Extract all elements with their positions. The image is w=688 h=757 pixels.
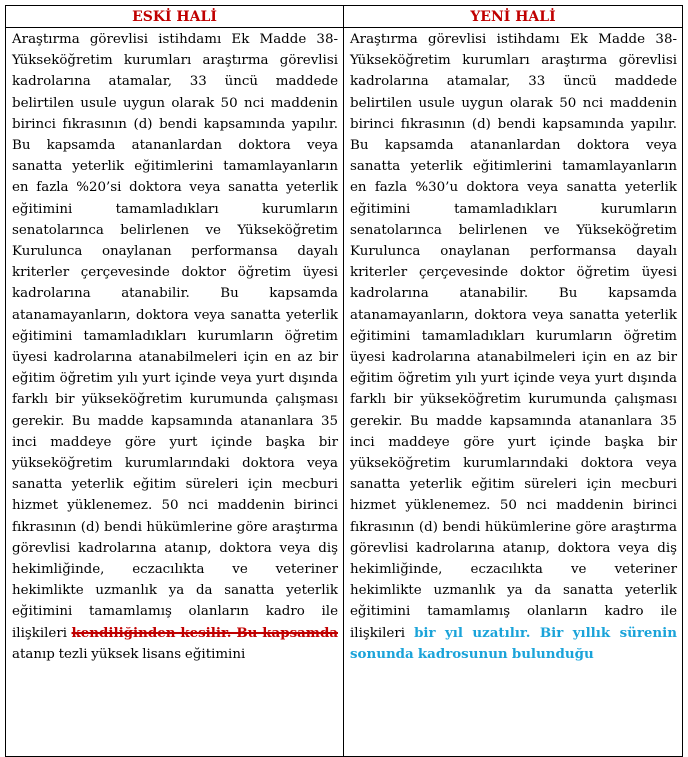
new-version-cell [344,28,683,757]
deleted-text: kendiliğinden kesilir. Bu kapsamda [71,624,338,641]
new-text-before: Araştırma görevlisi istihdamı Ek Madde 38- Yükseköğretim kurumları araştırma görevlisi kadrolarına atamalar, 33 üncü maddede belirtilen usule uygun olarak 50 nci maddenin birinci fıkrasının (d) bendi kapsamında yapılır. Bu kapsamda atananlardan doktora veya sanatta yeterlik eğitimlerini tamamlayanların en fazla %30’u doktora veya sanatta yeterlik eğitimini tamamladıkları kurumların senatolarınca belirlenen ve Yükseköğretim Kurulunca onaylanan performansa dayalı kriterler çerçevesinde doktor öğretim üyesi kadrolarına atanabilir. Bu kapsamda atanamayanların, doktora veya sanatta yeterlik eğitimini tamamladıkları kurumların öğretim üyesi kadrolarına atanabilmeleri için en az bir eğitim öğretim yılı yurt içinde veya yurt dışında farklı bir yükseköğretim kurumunda çalışması gerekir. Bu madde kapsamında atananlara 35 inci maddeye göre yurt içinde başka bir yükseköğretim kurumlarındaki doktora veya sanatta yeterlik eğitim süreleri için mecburi hizmet yüklenemez. 50 nci maddenin birinci fıkrasının (d) bendi hükümlerine göre araştırma görevlisi kadrolarına atanıp, doktora veya diş hekimliğinde, eczacılıkta ve veteriner hekimlikte uzmanlık ya da sanatta yeterlik eğitimini tamamlamış olanların kadro ile ilişkileri [350,32,677,641]
old-text-before: Araştırma görevlisi istihdamı Ek Madde 38- Yükseköğretim kurumları araştırma görevlisi kadrolarına atamalar, 33 üncü maddede belirtilen usule uygun olarak 50 nci maddenin birinci fıkrasının (d) bendi kapsamında yapılır. Bu kapsamda atananlardan doktora veya sanatta yeterlik eğitimlerini tamamlayanların en fazla %20’si doktora veya sanatta yeterlik eğitimini tamamladıkları kurumların senatolarınca belirlenen ve Yükseköğretim Kurulunca onaylanan performansa dayalı kriterler çerçevesinde doktor öğretim üyesi kadrolarına atanabilir. Bu kapsamda atanamayanların, doktora veya sanatta yeterlik eğitimini tamamladıkları kurumların öğretim üyesi kadrolarına atanabilmeleri için en az bir eğitim öğretim yılı yurt içinde veya yurt dışında farklı bir yükseköğretim kurumunda çalışması gerekir. Bu madde kapsamında atananlara 35 inci maddeye göre yurt içinde başka bir yükseköğretim kurumlarındaki doktora veya sanatta yeterlik eğitim süreleri için mecburi hizmet yüklenemez. 50 nci maddenin birinci fıkrasının (d) bendi hükümlerine göre araştırma görevlisi kadrolarına atanıp, doktora veya diş hekimliğinde, eczacılıkta ve veteriner hekimlikte uzmanlık ya da sanatta yeterlik eğitimini tamamlamış olanların kadro ile ilişkileri [12,32,338,641]
old-text-after: atanıp tezli yüksek lisans eğitimini [12,646,246,662]
content-row [6,28,683,757]
old-version-text [6,28,343,665]
old-version-header: ESKİ HALİ [6,6,344,28]
comparison-table [5,5,683,757]
new-version-header: YENİ HALİ [344,6,683,28]
inserted-text: bir yıl uzatılır. Bir yıllık sürenin sonunda kadrosunun bulunduğu [350,624,677,662]
old-version-cell [6,28,344,757]
new-version-text [344,28,682,665]
header-row [6,6,683,28]
